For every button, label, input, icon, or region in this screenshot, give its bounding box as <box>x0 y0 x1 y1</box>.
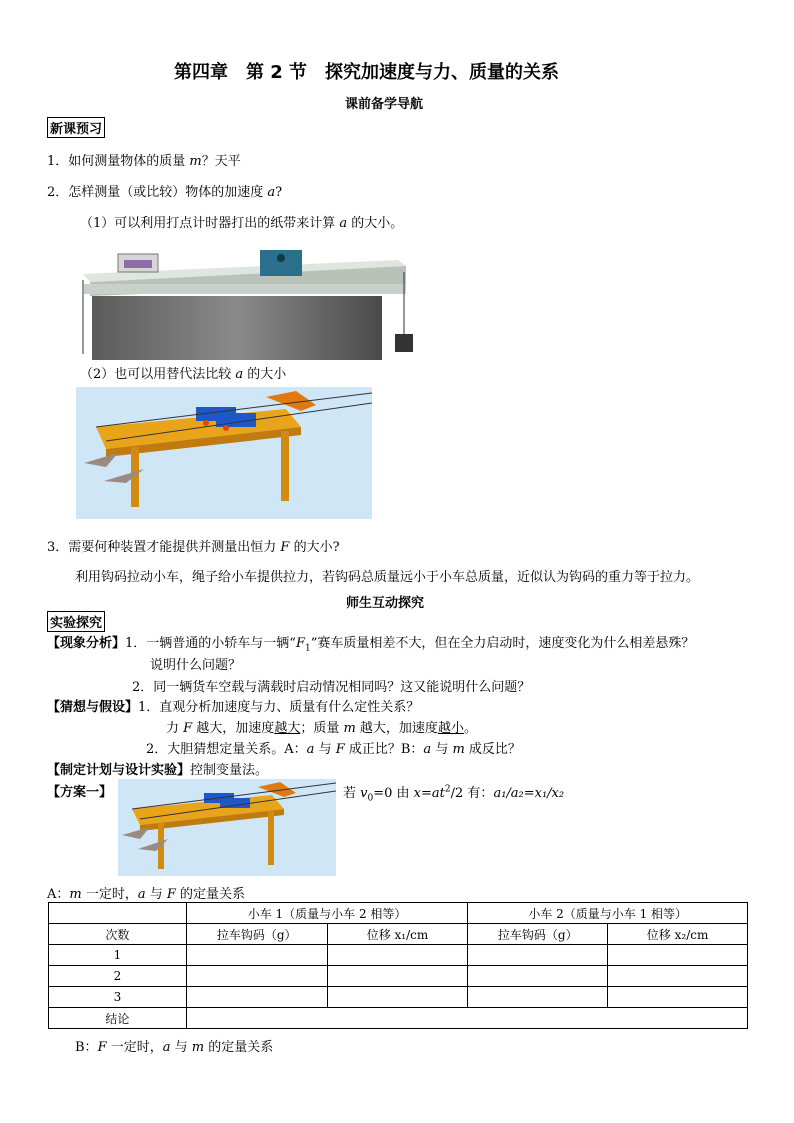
table-cell[interactable] <box>327 987 468 1008</box>
section-subtitle-prep: 课前备学导航 <box>345 97 424 112</box>
table-row <box>49 966 748 987</box>
table-subheader-row <box>49 924 748 945</box>
section-b-label: B：F 一定时，a 与 m 的定量关系 <box>75 1040 274 1055</box>
table-cell[interactable] <box>327 945 468 966</box>
table-cell[interactable] <box>186 987 327 1008</box>
phenomenon-1: 【现象分析】1．一辆普通的小轿车与一辆“$F_1$”赛车质量相差不大，但在全力启动时，速度变化为什么相差悬殊？ <box>47 636 695 654</box>
table-header-car2: 小车 2（质量与小车 1 相等） <box>468 903 748 924</box>
timer-track-figure <box>78 236 418 361</box>
question-2: 2．怎样测量（或比较）物体的加速度 a? <box>47 185 283 200</box>
table-row <box>49 945 748 966</box>
question-3-answer: 利用钩码拉动小车，绳子给小车提供拉力，若钩码总质量远小于小车总质量，近似认为钩码的重力等于拉力。 <box>75 570 700 585</box>
table-header-disp1: 位移 x₁/cm <box>327 924 468 945</box>
section-subtitle-interactive: 师生互动探究 <box>346 596 425 611</box>
table-header-trials: 次数 <box>49 924 187 945</box>
scheme-one-label: 【方案一】 <box>47 785 113 800</box>
table-row-number: 2 <box>49 966 187 987</box>
plan-line: 【制定计划与设计实验】控制变量法。 <box>47 763 269 778</box>
phenomenon-1-cont: 说明什么问题？ <box>150 658 242 673</box>
table-conclusion-cell[interactable] <box>186 1008 747 1029</box>
table-header-car1: 小车 1（质量与小车 2 相等） <box>186 903 468 924</box>
table-cell[interactable] <box>186 945 327 966</box>
guess-1-answer: 力 F 越大，加速度越大；质量 m 越大，加速度越小。 <box>166 721 477 736</box>
table-header-hook2: 拉车钩码（g） <box>468 924 608 945</box>
table-cell <box>49 903 187 924</box>
question-2-2: （2）也可以用替代法比较 a 的大小 <box>80 367 287 382</box>
table-cell[interactable] <box>186 966 327 987</box>
tag-experiment: 实验探究 <box>47 611 105 632</box>
table-header-hook1: 拉车钩码（g） <box>186 924 327 945</box>
table-row-number: 3 <box>49 987 187 1008</box>
question-2-1: （1）可以利用打点计时器打出的纸带来计算 a 的大小。 <box>80 216 404 231</box>
carts-table-figure-large <box>76 387 372 519</box>
tag-preview: 新课预习 <box>47 117 105 138</box>
table-conclusion-row <box>49 1008 748 1029</box>
table-cell[interactable] <box>608 987 748 1008</box>
table-cell[interactable] <box>468 966 608 987</box>
table-header-disp2: 位移 x₂/cm <box>608 924 748 945</box>
guess-2: 2．大胆猜想定量关系。A：a 与 F 成正比？B：a 与 m 成反比？ <box>146 742 521 757</box>
page-title: 第四章 第 2 节 探究加速度与力、质量的关系 <box>174 62 560 83</box>
table-cell[interactable] <box>468 987 608 1008</box>
table-cell[interactable] <box>608 945 748 966</box>
table-cell[interactable] <box>327 966 468 987</box>
formula-line: 若 $v_0=0$ 由 $x=at^2/2$ 有：a₁/a₂=x₁/x₂ <box>343 784 565 804</box>
question-3: 3．需要何种装置才能提供并测量出恒力 F 的大小? <box>47 540 340 555</box>
carts-table-figure-small <box>118 779 336 876</box>
table-header-row <box>49 903 748 924</box>
data-table <box>48 902 748 1029</box>
table-conclusion-label: 结论 <box>49 1008 187 1029</box>
phenomenon-2: 2．同一辆货车空载与满载时启动情况相同吗？这又能说明什么问题？ <box>132 680 531 695</box>
question-1: 1．如何测量物体的质量 m？天平 <box>47 154 241 169</box>
table-row <box>49 987 748 1008</box>
table-cell[interactable] <box>608 966 748 987</box>
section-a-label: A：m 一定时，a 与 F 的定量关系 <box>47 887 246 902</box>
table-row-number: 1 <box>49 945 187 966</box>
guess-1: 【猜想与假设】1．直观分析加速度与力、质量有什么定性关系？ <box>47 700 420 715</box>
table-cell[interactable] <box>468 945 608 966</box>
